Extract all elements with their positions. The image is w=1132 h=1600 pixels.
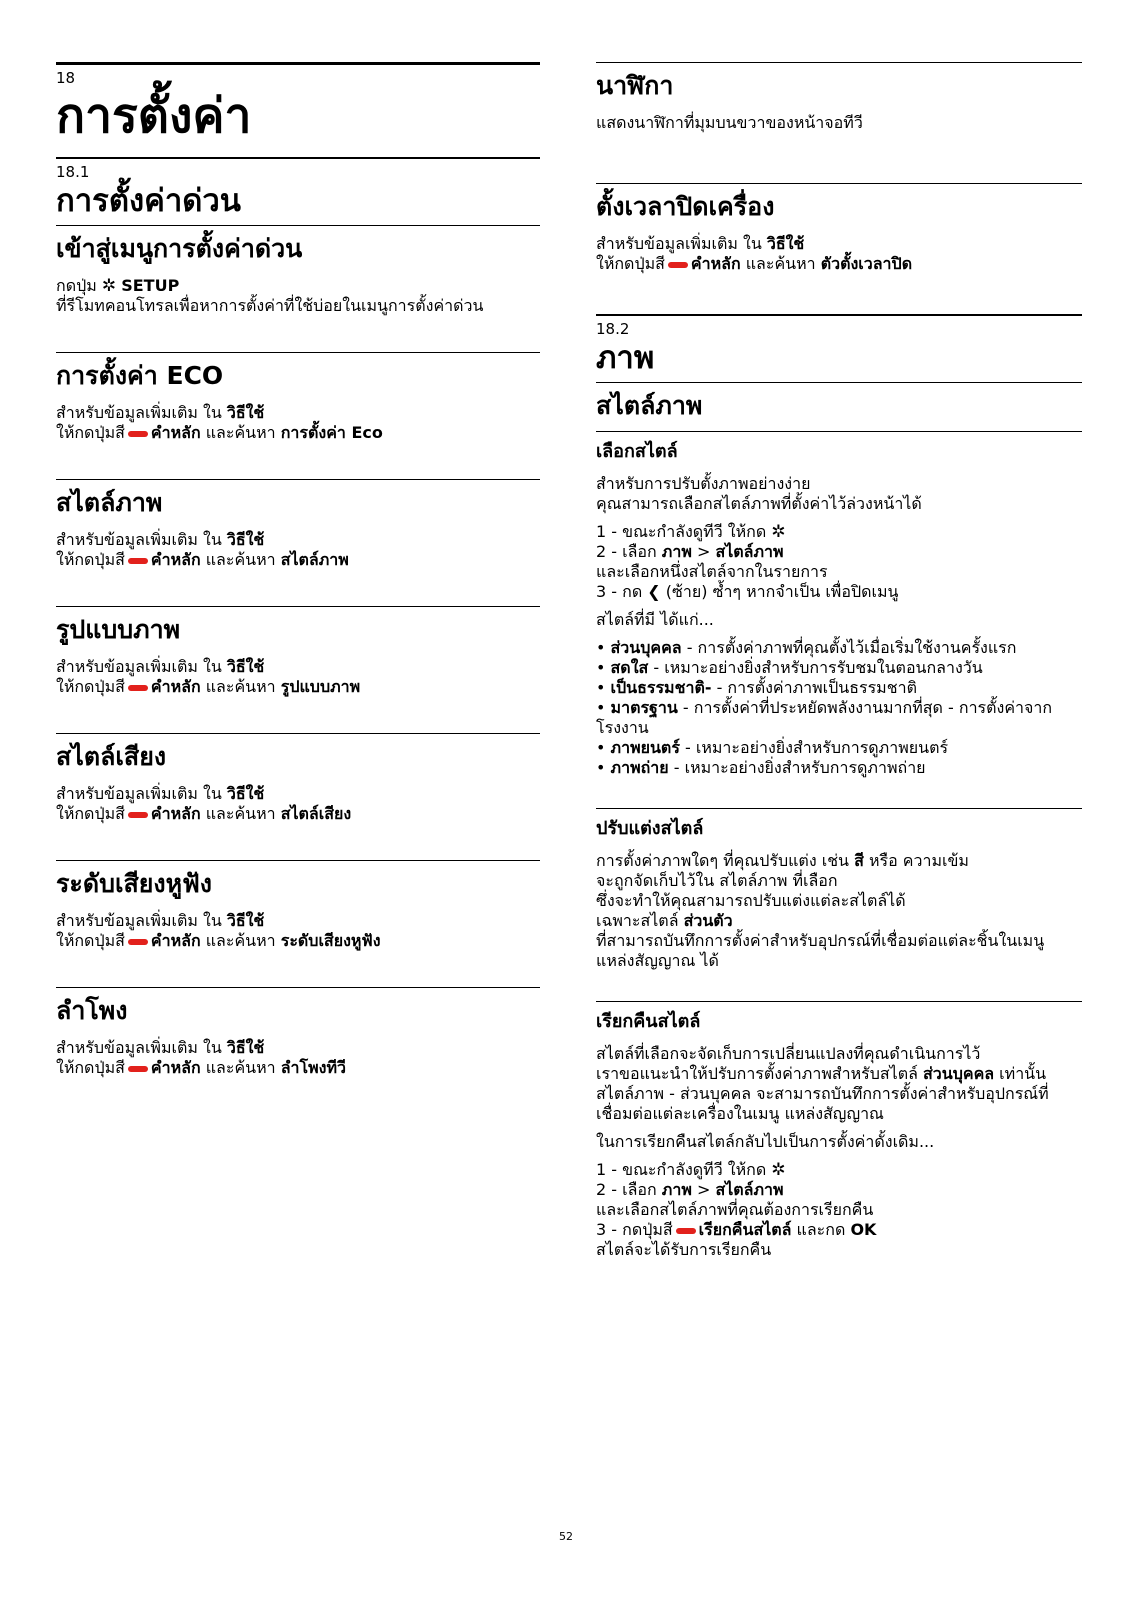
help-reference <box>56 911 540 931</box>
picture-format-block <box>56 613 540 733</box>
help-prefix: สำหรับข้อมูลเพิ่มเติม ใน <box>56 403 222 422</box>
list-item: • ภาพยนตร์ - เหมาะอย่างยิ่งสำหรับการดูภาพยนตร์ <box>596 738 949 757</box>
press-color-key: ให้กดปุ่มสี <box>56 550 125 569</box>
subsection-title: รูปแบบภาพ <box>56 615 181 644</box>
list-item: • ภาพถ่าย - เหมาะอย่างยิ่งสำหรับการดูภาพถ่าย <box>596 758 926 777</box>
item-desc: - เหมาะอย่างยิ่งสำหรับการดูภาพยนตร์ <box>685 738 949 757</box>
enter-quick-settings-block <box>56 232 540 352</box>
and-search: และค้นหา <box>205 677 276 696</box>
subsection-title: เข้าสู่เมนูการตั้งค่าด่วน <box>56 234 303 263</box>
item-desc: - การตั้งค่าภาพเป็นธรรมชาติ <box>716 678 917 697</box>
item-name: เป็นธรรมชาติ- <box>610 678 712 697</box>
keyword-reference <box>596 254 1082 274</box>
keyword: รูปแบบภาพ <box>280 677 361 696</box>
step <box>596 1180 1082 1200</box>
subsection-title: ลำโพง <box>56 996 128 1025</box>
divider <box>56 733 540 734</box>
style-list <box>596 638 1082 778</box>
restore-style-block <box>596 1010 1082 1296</box>
keyword-reference <box>56 804 540 824</box>
keyword: ตัวตั้งเวลาปิด <box>820 254 913 273</box>
red-color-key-icon <box>128 812 148 818</box>
menu-style: สไตล์ภาพ <box>715 1180 784 1199</box>
press-color-key: ให้กดปุ่มสี <box>56 1058 125 1077</box>
list-item: • มาตรฐาน - การตั้งค่าที่ประหยัดพลังงานมากที่สุด - การตั้งค่าจากโรงงาน <box>596 698 1053 737</box>
menu-picture: ภาพ <box>661 542 692 561</box>
keyword-reference <box>56 677 540 697</box>
text: เท่านั้น สไตล์ภาพ - ส่วนบุคคล จะสามารถบันทึกการตั้งค่าสำหรับอุปกรณ์ที่เชื่อมต่อแต่ละเครื่องในเมนู แหล่งสัญญาณ <box>596 1064 1049 1123</box>
clock-block <box>596 69 1082 169</box>
body-text <box>596 1064 1082 1124</box>
item-name: ภาพยนตร์ <box>610 738 680 757</box>
and-search: และค้นหา <box>205 550 276 569</box>
divider <box>596 382 1082 383</box>
help-label: วิธีใช้ <box>226 911 265 930</box>
adjust-style-block <box>596 817 1082 1001</box>
body-text: สไตล์ที่เลือกจะจัดเก็บการเปลี่ยนแปลงที่คุณดำเนินการไว้ <box>596 1044 981 1063</box>
instruction-text <box>56 276 540 296</box>
item-name: ภาพถ่าย <box>610 758 669 777</box>
chevron-left-icon: ❮ <box>647 582 661 601</box>
keyword: ระดับเสียงหูฟัง <box>280 931 381 950</box>
divider <box>56 606 540 607</box>
keyword-reference <box>56 423 540 443</box>
divider <box>596 183 1082 184</box>
divider <box>56 352 540 353</box>
help-label: วิธีใช้ <box>226 784 265 803</box>
keyword-reference <box>56 1058 540 1078</box>
chapter-title: การตั้งค่า <box>56 88 252 144</box>
menu-picture: ภาพ <box>661 1180 692 1199</box>
gear-icon: ✲ <box>771 522 786 542</box>
color-label: สี <box>854 851 864 870</box>
step <box>596 522 1082 542</box>
restore-label: เรียกคืนสไตล์ <box>698 1220 792 1239</box>
body-text <box>596 911 1082 931</box>
help-label: วิธีใช้ <box>226 403 265 422</box>
step <box>596 582 1082 602</box>
body-text: ซึ่งจะทำให้คุณสามารถปรับแต่งแต่ละสไตล์ได้ <box>596 891 906 910</box>
item-name: ส่วนบุคคล <box>610 638 682 657</box>
subsection-title: ตั้งเวลาปิดเครื่อง <box>596 192 775 221</box>
divider <box>56 479 540 480</box>
text: ความเข้ม <box>902 851 969 870</box>
keyword-reference <box>56 550 540 570</box>
step-text: 3 - กด <box>596 582 643 601</box>
personal-label: ส่วนบุคคล <box>923 1064 995 1083</box>
and-search: และค้นหา <box>205 1058 276 1077</box>
step: และเลือกสไตล์ภาพที่คุณต้องการเรียกคืน <box>596 1200 874 1219</box>
list-item: • สดใส - เหมาะอย่างยิ่งสำหรับการรับชมในตอนกลางวัน <box>596 658 983 677</box>
keywords-label: คำหลัก <box>150 931 201 950</box>
red-color-key-icon <box>128 685 148 691</box>
keyword: การตั้งค่า Eco <box>280 423 383 442</box>
subsection-title: การตั้งค่า ECO <box>56 361 224 390</box>
help-label: วิธีใช้ <box>766 234 805 253</box>
help-prefix: สำหรับข้อมูลเพิ่มเติม ใน <box>56 784 222 803</box>
step <box>596 542 1082 562</box>
sound-style-block <box>56 740 540 860</box>
and-search: และค้นหา <box>745 254 816 273</box>
help-label: วิธีใช้ <box>226 530 265 549</box>
subsection-title: สไตล์ภาพ <box>596 391 703 420</box>
section-title: การตั้งค่าด่วน <box>56 183 241 219</box>
red-color-key-icon <box>128 558 148 564</box>
and-search: และค้นหา <box>205 804 276 823</box>
help-prefix: สำหรับข้อมูลเพิ่มเติม ใน <box>56 530 222 549</box>
keyword: ลำโพงทีวี <box>280 1058 346 1077</box>
subsection-title: ระดับเสียงหูฟัง <box>56 869 213 898</box>
picture-style-quick-block <box>56 486 540 606</box>
help-reference <box>56 657 540 677</box>
subheading: เรียกคืนสไตล์ <box>596 1011 701 1032</box>
keywords-label: คำหลัก <box>150 550 201 569</box>
keywords-label: คำหลัก <box>690 254 741 273</box>
step-text: 2 - เลือก <box>596 542 657 561</box>
speakers-block <box>56 994 540 1114</box>
help-prefix: สำหรับข้อมูลเพิ่มเติม ใน <box>56 657 222 676</box>
body-text: แสดงนาฬิกาที่มุมบนขวาของหน้าจอทีวี <box>596 113 863 132</box>
chapter-rule <box>56 62 540 65</box>
text: การตั้งค่าภาพใดๆ ที่คุณปรับแต่ง เช่น <box>596 851 849 870</box>
and-search: และค้นหา <box>205 423 276 442</box>
section-title: ภาพ <box>596 340 655 376</box>
red-color-key-icon <box>676 1228 696 1234</box>
sleep-timer-block <box>596 190 1082 310</box>
help-prefix: สำหรับข้อมูลเพิ่มเติม ใน <box>56 911 222 930</box>
chapter-number: 18 <box>56 69 76 87</box>
press-color-key: ให้กดปุ่มสี <box>56 677 125 696</box>
list-item: • ส่วนบุคคล - การตั้งค่าภาพที่คุณตั้งไว้เมื่อเริ่มใช้งานครั้งแรก <box>596 638 1017 657</box>
section-rule <box>596 314 1082 316</box>
help-reference <box>596 234 1082 254</box>
menu-separator: > <box>696 1180 711 1199</box>
red-color-key-icon <box>128 939 148 945</box>
gear-icon: ✲ <box>771 1160 786 1180</box>
press-color-key: ให้กดปุ่มสี <box>56 931 125 950</box>
section-number: 18.1 <box>56 163 90 181</box>
help-label: วิธีใช้ <box>226 1038 265 1057</box>
step: สไตล์จะได้รับการเรียกคืน <box>596 1240 772 1259</box>
help-reference <box>56 403 540 423</box>
red-color-key-icon <box>128 431 148 437</box>
press-color-key: ให้กดปุ่มสี <box>56 423 125 442</box>
item-name: สดใส <box>610 658 649 677</box>
keyword: สไตล์ภาพ <box>280 550 349 569</box>
divider <box>596 62 1082 63</box>
right-column <box>596 62 1082 1296</box>
body-text <box>596 851 1082 871</box>
divider <box>56 987 540 988</box>
red-color-key-icon <box>668 262 688 268</box>
item-desc: - เหมาะอย่างยิ่งสำหรับการรับชมในตอนกลางวัน <box>653 658 983 677</box>
divider <box>596 808 1082 809</box>
menu-style: สไตล์ภาพ <box>715 542 784 561</box>
section-rule <box>56 157 540 159</box>
subsection-title: นาฬิกา <box>596 71 674 100</box>
body-text: ในการเรียกคืนสไตล์กลับไปเป็นการตั้งค่าดั้งเดิม... <box>596 1132 935 1151</box>
text: หรือ <box>868 851 898 870</box>
body-text: จะถูกจัดเก็บไว้ใน สไตล์ภาพ ที่เลือก <box>596 871 838 890</box>
step-text: 3 - กดปุ่มสี <box>596 1220 673 1239</box>
help-label: วิธีใช้ <box>226 657 265 676</box>
and-search: และค้นหา <box>205 931 276 950</box>
menu-separator: > <box>696 542 711 561</box>
step-text: 1 - ขณะกำลังดูทีวี ให้กด <box>596 1160 767 1179</box>
keywords-label: คำหลัก <box>150 423 201 442</box>
subsection-title: สไตล์ภาพ <box>56 488 163 517</box>
step <box>596 1160 1082 1180</box>
personal-label: ส่วนตัว <box>683 911 733 930</box>
step <box>596 1220 1082 1240</box>
help-reference <box>56 1038 540 1058</box>
item-name: มาตรฐาน <box>610 698 678 717</box>
setup-label: SETUP <box>121 276 180 295</box>
text: เราขอแนะนำให้ปรับการตั้งค่าภาพสำหรับสไตล์ <box>596 1064 918 1083</box>
press-color-key: ให้กดปุ่มสี <box>56 804 125 823</box>
ok-label: OK <box>850 1220 877 1239</box>
body-text: คุณสามารถเลือกสไตล์ภาพที่ตั้งค่าไว้ล่วงหน้าได้ <box>596 494 922 513</box>
select-style-block <box>596 440 1082 808</box>
step-text: 1 - ขณะกำลังดูทีวี ให้กด <box>596 522 767 541</box>
step-text: 2 - เลือก <box>596 1180 657 1199</box>
body-text: ที่สามารถบันทึกการตั้งค่าสำหรับอุปกรณ์ที่เชื่อมต่อแต่ละชิ้นในเมนู แหล่งสัญญาณ ได้ <box>596 931 1045 970</box>
section-number: 18.2 <box>596 320 630 338</box>
keywords-label: คำหลัก <box>150 1058 201 1077</box>
divider <box>596 1001 1082 1002</box>
left-column <box>56 62 540 1114</box>
instruction-text: ที่รีโมทคอนโทรลเพื่อหาการตั้งค่าที่ใช้บ่อยในเมนูการตั้งค่าด่วน <box>56 296 484 315</box>
item-desc: - การตั้งค่าภาพที่คุณตั้งไว้เมื่อเริ่มใช้งานครั้งแรก <box>686 638 1017 657</box>
divider <box>56 225 540 226</box>
divider <box>56 860 540 861</box>
subheading: เลือกสไตล์ <box>596 441 678 462</box>
gear-icon: ✲ <box>101 276 117 296</box>
subsection-title: สไตล์เสียง <box>56 742 167 771</box>
keywords-label: คำหลัก <box>150 677 201 696</box>
step: และเลือกหนึ่งสไตล์จากในรายการ <box>596 562 828 581</box>
subheading: ปรับแต่งสไตล์ <box>596 818 704 839</box>
body-text: สำหรับการปรับตั้งภาพอย่างง่าย <box>596 474 811 493</box>
body-text: สไตล์ที่มี ได้แก่... <box>596 610 714 629</box>
list-item: • เป็นธรรมชาติ- - การตั้งค่าภาพเป็นธรรมชาติ <box>596 678 917 697</box>
help-reference <box>56 530 540 550</box>
keyword-reference <box>56 931 540 951</box>
divider <box>596 431 1082 432</box>
press-text: กดปุ่ม <box>56 276 97 295</box>
headphones-volume-block <box>56 867 540 987</box>
item-desc: - เหมาะอย่างยิ่งสำหรับการดูภาพถ่าย <box>673 758 926 777</box>
help-prefix: สำหรับข้อมูลเพิ่มเติม ใน <box>596 234 762 253</box>
step-text: และกด <box>796 1220 846 1239</box>
page-number: 52 <box>559 1530 573 1543</box>
keyword: สไตล์เสียง <box>280 804 352 823</box>
help-prefix: สำหรับข้อมูลเพิ่มเติม ใน <box>56 1038 222 1057</box>
red-color-key-icon <box>128 1066 148 1072</box>
eco-block <box>56 359 540 479</box>
keywords-label: คำหลัก <box>150 804 201 823</box>
item-desc: - การตั้งค่าที่ประหยัดพลังงานมากที่สุด - การตั้งค่าจากโรงงาน <box>596 698 1053 737</box>
text: เฉพาะสไตล์ <box>596 911 679 930</box>
press-color-key: ให้กดปุ่มสี <box>596 254 665 273</box>
step-text: (ซ้าย) ซ้ำๆ หากจำเป็น เพื่อปิดเมนู <box>665 582 899 601</box>
help-reference <box>56 784 540 804</box>
